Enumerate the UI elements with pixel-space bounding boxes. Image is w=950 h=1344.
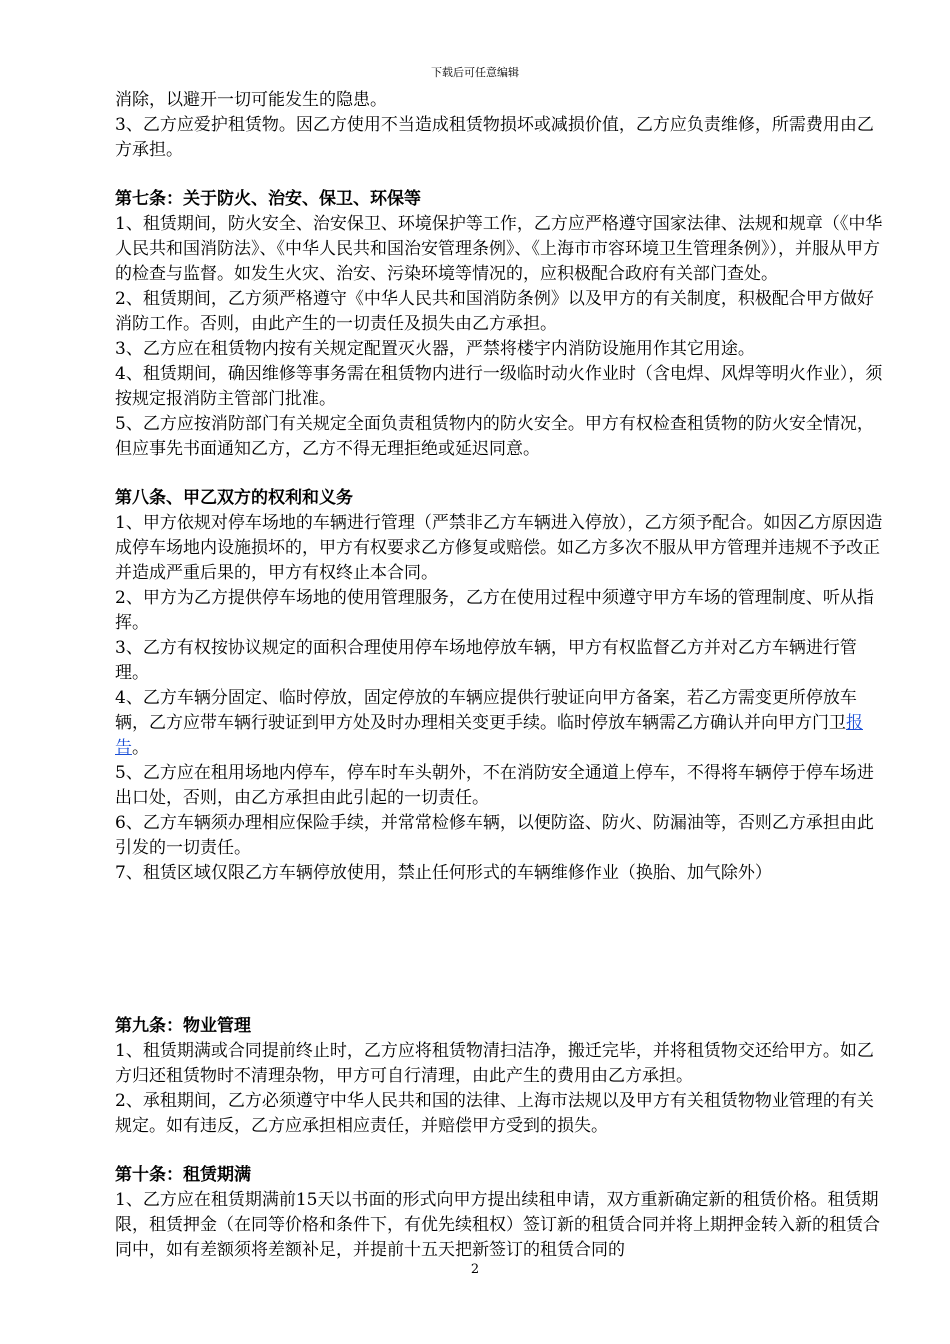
clause: 3、乙方有权按协议规定的面积合理使用停车场地停放车辆，甲方有权监督乙方并对乙方车辆进行管理。 (115, 638, 857, 683)
section-heading: 第十条：租赁期满 (115, 1165, 251, 1185)
clause: 2、租赁期间，乙方须严格遵守《中华人民共和国消防条例》以及甲方的有关制度，积极配合甲方做好消防工作。否则，由此产生的一切责任及损失由乙方承担。 (115, 289, 874, 334)
page-number: 2 (470, 1262, 480, 1277)
clause: 7、租赁区域仅限乙方车辆停放使用，禁止任何形式的车辆维修作业（换胎、加气除外） (115, 863, 772, 883)
clause: 1、甲方依规对停车场地的车辆进行管理（严禁非乙方车辆进入停放），乙方须予配合。如因乙方原因造成停车场地内设施损坏的，甲方有权要求乙方修复或赔偿。如乙方多次不服从甲方管理并违规不予改正并造成严重后果的，甲方有权终止本合同。 (115, 513, 883, 583)
clause-text: 。 (132, 738, 149, 758)
clause: 1、租赁期间，防火安全、治安保卫、环境保护等工作，乙方应严格遵守国家法律、法规和规章（《中华人民共和国消防法》、《中华人民共和国治安管理条例》、《上海市市容环境卫生管理条例》），并服从甲方的检查与监督。如发生火灾、治安、污染环境等情况的，应积极配合政府有关部门查处。 (115, 214, 883, 284)
clause-text: 4、乙方车辆分固定、临时停放，固定停放的车辆应提供行驶证向甲方备案，若乙方需变更所停放车辆，乙方应带车辆行驶证到甲方处及时办理相关变更手续。临时停放车辆需乙方确认并向甲方门卫 (115, 688, 857, 733)
clause: 4、租赁期间，确因维修等事务需在租赁物内进行一级临时动火作业时（含电焊、风焊等明火作业），须按规定报消防主管部门批准。 (115, 364, 883, 409)
page-header: 下载后可任意编辑 (431, 66, 519, 79)
section-heading: 第九条：物业管理 (115, 1016, 251, 1036)
section-heading: 第七条：关于防火、治安、保卫、环保等 (115, 189, 421, 209)
paragraph: 3、乙方应爱护租赁物。因乙方使用不当造成租赁物损坏或减损价值，乙方应负责维修，所需费用由乙方承担。 (115, 115, 874, 160)
clause: 3、乙方应在租赁物内按有关规定配置灭火器，严禁将楼宇内消防设施用作其它用途。 (115, 339, 755, 359)
clause: 2、甲方为乙方提供停车场地的使用管理服务，乙方在使用过程中须遵守甲方车场的管理制度、听从指挥。 (115, 588, 874, 633)
report-link[interactable]: 报告 (115, 713, 863, 758)
clause: 1、租赁期满或合同提前终止时，乙方应将租赁物清扫洁净，搬迁完毕，并将租赁物交还给甲方。如乙方归还租赁物时不清理杂物，甲方可自行清理，由此产生的费用由乙方承担。 (115, 1041, 874, 1086)
clause (115, 686, 885, 761)
clause: 6、乙方车辆须办理相应保险手续，并常常检修车辆，以便防盗、防火、防漏油等，否则乙方承担由此引发的一切责任。 (115, 813, 874, 858)
clause: 5、乙方应按消防部门有关规定全面负责租赁物内的防火安全。甲方有权检查租赁物的防火安全情况，但应事先书面通知乙方，乙方不得无理拒绝或延迟同意。 (115, 414, 874, 459)
section-heading: 第八条、甲乙双方的权利和义务 (115, 488, 353, 508)
clause: 2、承租期间，乙方必须遵守中华人民共和国的法律、上海市法规以及甲方有关租赁物物业管理的有关规定。如有违反，乙方应承担相应责任，并赔偿甲方受到的损失。 (115, 1091, 874, 1136)
clause: 1、乙方应在租赁期满前15天以书面的形式向甲方提出续租申请，双方重新确定新的租赁价格。租赁期限，租赁押金（在同等价格和条件下，有优先续租权）签订新的租赁合同并将上期押金转入新的租赁合同中，如有差额须将差额补足，并提前十五天把新签订的租赁合同的 (115, 1190, 880, 1260)
document-body (115, 88, 885, 1263)
paragraph: 消除，以避开一切可能发生的隐患。 (115, 90, 387, 110)
clause: 5、乙方应在租用场地内停车，停车时车头朝外，不在消防安全通道上停车，不得将车辆停于停车场进出口处，否则，由乙方承担由此引起的一切责任。 (115, 763, 874, 808)
